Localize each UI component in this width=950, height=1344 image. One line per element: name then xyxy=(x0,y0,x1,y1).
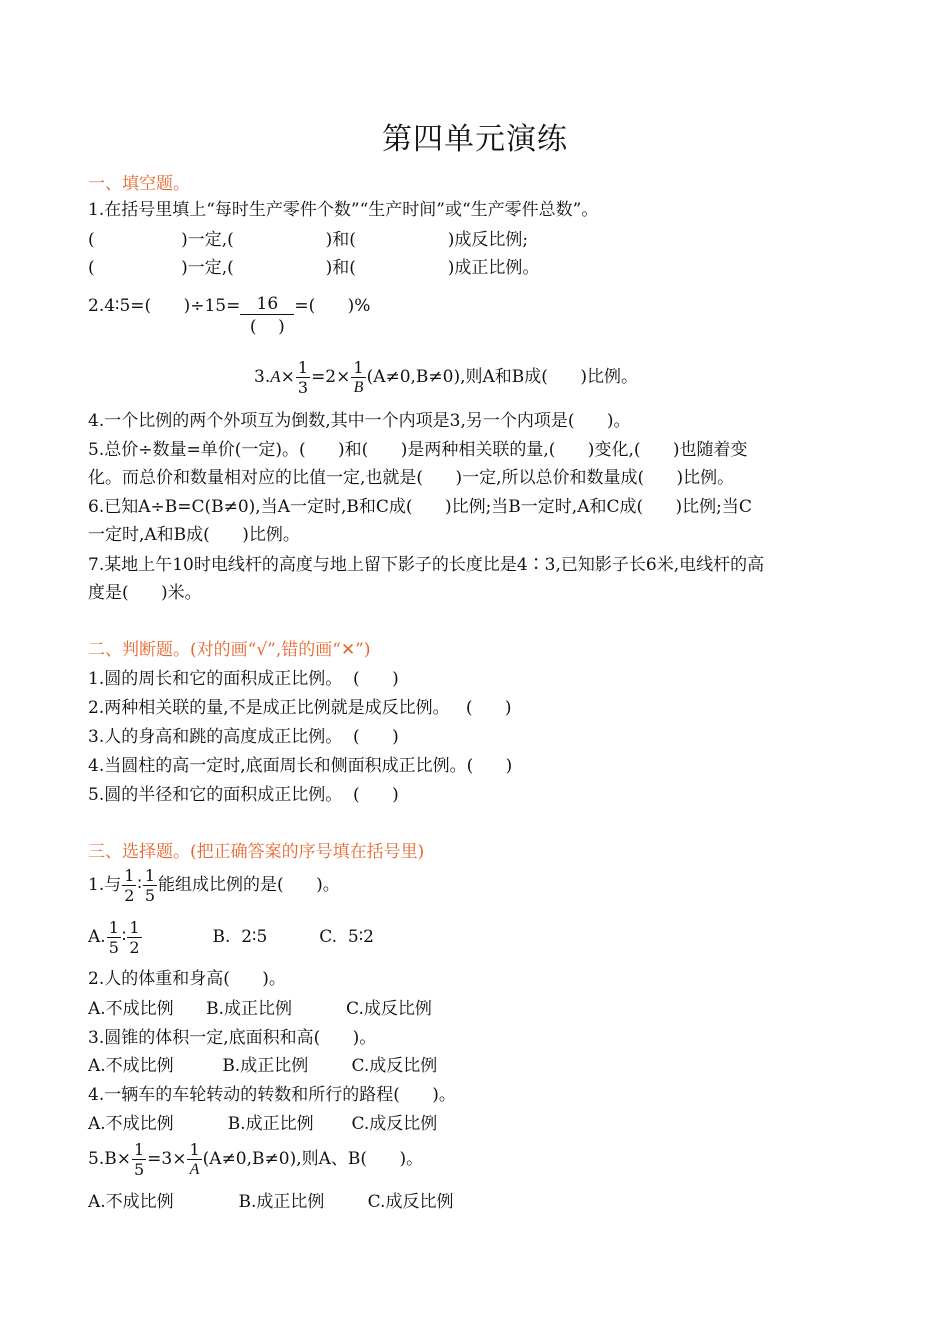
fraction-numerator: 1 xyxy=(353,358,364,377)
fill-q5-line2: 化。而总价和数量相对应的比值一定,也就是( )一定,所以总价和数量成( )比例。 xyxy=(88,468,735,488)
page-title: 第四单元演练 xyxy=(382,122,568,157)
judge-item: 3.人的身高和跳的高度成正比例。 ( ) xyxy=(88,727,399,747)
fill-q3-fraction-1 xyxy=(296,358,310,397)
choice-q2: 2.人的体重和身高( )。 xyxy=(88,969,286,989)
fraction-numerator: 1 xyxy=(108,918,119,937)
fraction-denominator: 3 xyxy=(297,378,309,397)
choice-q4: 4.一辆车的车轮转动的转数和所行的路程( )。 xyxy=(88,1085,456,1105)
fraction-denominator: 5 xyxy=(133,1160,145,1179)
choice-q3-options: A.不成比例 B.成正比例 C.成反比例 xyxy=(88,1056,438,1076)
judge-item: 4.当圆柱的高一定时,底面周长和侧面积成正比例。( ) xyxy=(88,756,513,776)
choice-q5-mid: =3× xyxy=(147,1149,187,1169)
section-heading-judge: 二、判断题。(对的画“√”,错的画“✕”) xyxy=(88,640,371,660)
fraction-denominator: B xyxy=(353,379,364,396)
fill-q3-condition: (A≠0,B≠0),则A和B成( )比例。 xyxy=(366,367,638,387)
fill-q1b: ( )一定,( )和( )成正比例。 xyxy=(88,258,540,278)
fraction-numerator: 1 xyxy=(144,866,156,885)
fraction-denominator: 5 xyxy=(108,938,119,957)
choice-q4-options: A.不成比例 B.成正比例 C.成反比例 xyxy=(88,1114,438,1134)
fill-q2-denominator: ( ) xyxy=(249,317,285,337)
choice-q2-options: A.不成比例 B.成正比例 C.成反比例 xyxy=(88,999,432,1019)
fraction-numerator: 1 xyxy=(189,1140,200,1159)
fill-q7-line1: 7.某地上午10时电线杆的高度与地上留下影子的长度比是4∶3,已知影子长6米,电线杆的高 xyxy=(88,555,765,575)
choice-q5-fraction-2 xyxy=(187,1140,201,1179)
fill-q3-a: A xyxy=(270,367,281,386)
section-heading-choice: 三、选择题。(把正确答案的序号填在括号里) xyxy=(88,842,425,862)
fraction-numerator: 1 xyxy=(124,866,135,885)
fill-q6-line1: 6.已知A÷B=C(B≠0),当A一定时,B和C成( )比例;当B一定时,A和C成( )比例;当C xyxy=(88,497,752,517)
fraction-numerator: 1 xyxy=(297,358,309,377)
fill-q7-line2: 度是( )米。 xyxy=(88,583,202,603)
option-a-fraction-2 xyxy=(127,918,141,957)
judge-item: 1.圆的周长和它的面积成正比例。 ( ) xyxy=(88,669,399,689)
ratio-colon: ∶ xyxy=(121,927,127,947)
fill-q3-eq: =2× xyxy=(311,367,351,387)
judge-item: 5.圆的半径和它的面积成正比例。 ( ) xyxy=(88,785,399,805)
fraction-denominator: 2 xyxy=(124,886,135,905)
ratio-colon: ∶ xyxy=(137,875,142,895)
option-c: C. 5∶2 xyxy=(319,927,374,947)
choice-q1-options xyxy=(88,918,374,957)
choice-q1-fraction-1 xyxy=(122,866,136,905)
fill-q2-numerator: 16 xyxy=(240,294,294,315)
fill-q2 xyxy=(88,294,370,339)
section-heading-fill: 一、填空题。 xyxy=(88,174,190,194)
fill-q2-fraction xyxy=(240,294,294,339)
choice-q3: 3.圆锥的体积一定,底面积和高( )。 xyxy=(88,1028,377,1048)
fill-q3 xyxy=(254,358,638,397)
choice-q5-options: A.不成比例 B.成正比例 C.成反比例 xyxy=(88,1192,454,1212)
fraction-denominator: 5 xyxy=(144,886,156,905)
fill-q3-fraction-2 xyxy=(351,358,365,397)
fill-q4: 4.一个比例的两个外项互为倒数,其中一个内项是3,另一个内项是( )。 xyxy=(88,411,631,431)
fill-q3-times: × xyxy=(280,367,295,387)
fraction-denominator: 2 xyxy=(129,938,140,957)
choice-q1 xyxy=(88,866,340,905)
choice-q5-fraction-1 xyxy=(132,1140,146,1179)
choice-q1-pre: 1.与 xyxy=(88,875,122,895)
choice-q5-pre: 5.B× xyxy=(88,1149,131,1169)
fraction-numerator: 1 xyxy=(133,1140,145,1159)
fraction-denominator: A xyxy=(189,1161,200,1178)
judge-item: 2.两种相关联的量,不是成正比例就是成反比例。 ( ) xyxy=(88,698,512,718)
fill-q5-line1: 5.总价÷数量=单价(一定)。( )和( )是两种相关联的量,( )变化,( )也随着变 xyxy=(88,440,748,460)
choice-q5 xyxy=(88,1140,423,1179)
choice-q1-fraction-2 xyxy=(143,866,157,905)
fraction-numerator: 1 xyxy=(129,918,140,937)
fill-q2-post: =( )% xyxy=(294,296,371,316)
fill-q1: 1.在括号里填上“每时生产零件个数”“生产时间”或“生产零件总数”。 xyxy=(88,200,599,220)
option-a-fraction-1 xyxy=(107,918,121,957)
fill-q1a: ( )一定,( )和( )成反比例; xyxy=(88,230,529,250)
option-a-label: A. xyxy=(88,927,106,947)
choice-q5-post: (A≠0,B≠0),则A、B( )。 xyxy=(202,1149,424,1169)
fill-q6-line2: 一定时,A和B成( )比例。 xyxy=(88,525,300,545)
fill-q3-prefix: 3. xyxy=(254,367,271,387)
choice-q1-post: 能组成比例的是( )。 xyxy=(158,875,340,895)
option-b: B. 2∶5 xyxy=(212,927,268,947)
fill-q2-pre: 2.4∶5=( )÷15= xyxy=(88,296,241,316)
